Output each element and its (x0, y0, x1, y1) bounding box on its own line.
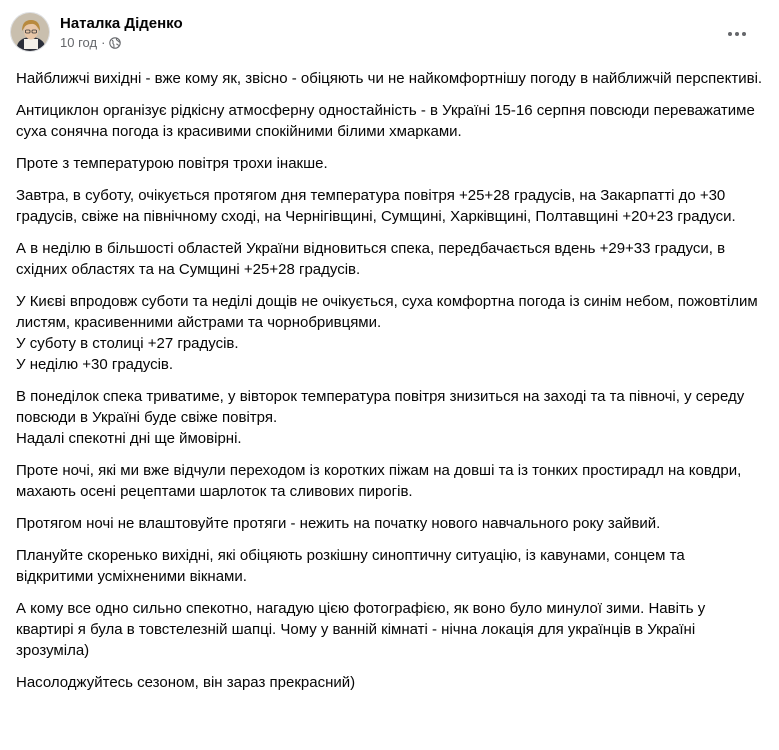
avatar-photo-icon (11, 13, 50, 52)
more-options-icon-dot (742, 32, 746, 36)
post-body (16, 68, 763, 693)
post-paragraph: Проте з температурою повітря трохи інакше. (16, 155, 328, 172)
post-paragraph: А кому все одно сильно спекотно, нагадую цією фотографією, як воно було минулої зими. Навіть у квартирі я була в товстелезній шапці. Чому у ванній кімнаті - нічна локація для українців в Україні зрозуміла) (16, 600, 706, 659)
more-options-icon-dot (735, 32, 739, 36)
author-name[interactable]: Наталка Діденко (60, 15, 183, 32)
globe-icon[interactable] (109, 37, 121, 49)
post-paragraph: В понеділок спека триватиме, у вівторок температура повітря знизиться на заході та та півночі, у середу повсюди в Україні буде свіже повітря. Надалі спекотні дні ще ймовірні. (16, 388, 745, 447)
post-time[interactable]: 10 год (60, 35, 98, 50)
post-paragraph: А в неділю в більшості областей України відновиться спека, передбачається вдень +29+33 градуси, в східних областях та на Сумщині +25+28 градусів. (16, 240, 726, 278)
more-options-button[interactable] (719, 20, 755, 48)
post-paragraph: Проте ночі, які ми вже відчули переходом із коротких піжам на довші та із тонких простирадл на ковдри, махають осені рецептами шарлоток та сливових пирогів. (16, 462, 742, 500)
post-meta (60, 14, 183, 51)
post-paragraph: Насолоджуйтесь сезоном, він зараз прекрасний) (16, 674, 356, 691)
post-paragraph: Протягом ночі не влаштовуйте протяги - нежить на початку нового навчального року зайвий. (16, 515, 661, 532)
post-paragraph: Антициклон організує рідкісну атмосферну одностайність - в Україні 15-16 серпня повсюди переважатиме суха сонячна погода із красивими спокійними білими хмарками. (16, 102, 755, 140)
post-header (16, 0, 763, 68)
post-paragraph: Плануйте скоренько вихідні, які обіцяють розкішну синоптичну ситуацію, із кавунами, сонцем та відкритими усміхненими вікнами. (16, 547, 685, 585)
post-paragraph: Завтра, в суботу, очікується протягом дня температура повітря +25+28 градусів, на Закарпатті до +30 градусів, свіже на північному сході, на Чернігівщині, Сумщині, Харківщині, Полтавщині +20+23 градуси. (16, 187, 736, 225)
more-options-icon (728, 32, 732, 36)
post-paragraph: Найближчі вихідні - вже кому як, звісно - обіцяють чи не найкомфортнішу погоду в найближчій перспективі. (16, 70, 763, 87)
avatar[interactable] (10, 12, 50, 52)
post-paragraph: У Києві впродовж суботи та неділі дощів не очікується, суха комфортна погода із синім небом, пожовтілим листям, красивенними айстрами та чорнобривцями. У суботу в столиці +27 градусів. У неділю +30 градусів. (16, 293, 758, 373)
separator-dot: · (101, 35, 106, 50)
post-subline (60, 35, 183, 51)
